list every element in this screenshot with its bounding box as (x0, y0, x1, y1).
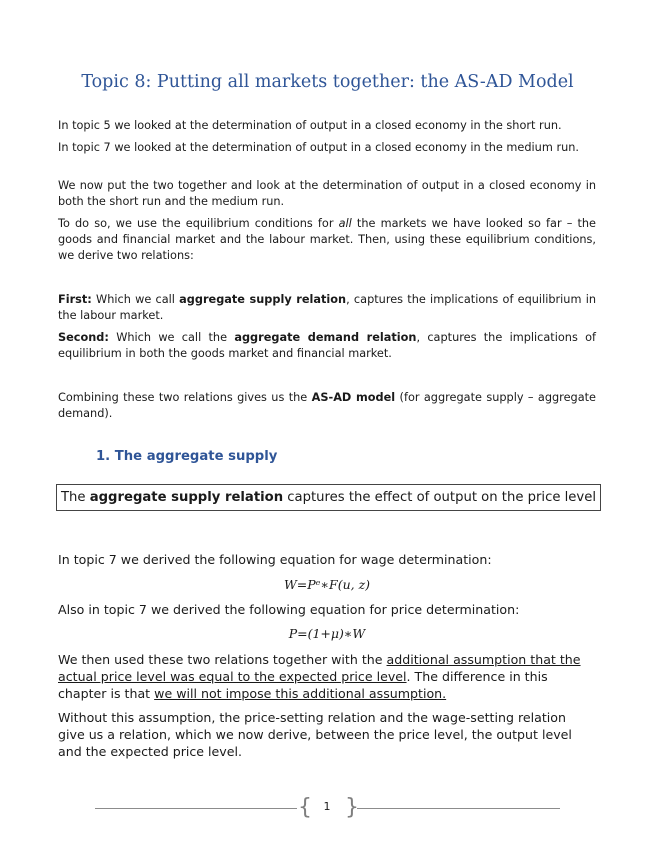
box-pre: The (60, 490, 90, 505)
second-relation-paragraph (58, 330, 596, 362)
price-intro: Also in topic 7 we derived the following equation for price determination: (58, 602, 520, 617)
intro-paragraph-3: We now put the two together and look at the determination of output in a closed economy in both the short run and the medium run. (58, 179, 596, 208)
box-bold: aggregate supply relation (89, 490, 284, 505)
section-heading: 1. The aggregate supply (96, 449, 278, 464)
page-title: Topic 8: Putting all markets together: the AS-AD Model (81, 72, 574, 92)
footer-rule-right (357, 808, 560, 809)
assumption-paragraph (58, 651, 596, 702)
combining-post: (for aggregate supply – aggregate demand). (58, 391, 596, 420)
right-brace-icon: } (345, 795, 359, 820)
footer-rule-left (95, 808, 297, 809)
first-bold-term: aggregate supply relation (179, 293, 347, 306)
wage-intro: In topic 7 we derived the following equation for wage determination: (58, 552, 492, 567)
price-equation: P=(1+μ)∗W (288, 626, 366, 641)
second-post: , captures the implications of equilibrium in both the goods market and financial market. (58, 331, 597, 360)
combining-bold: AS-AD model (311, 391, 396, 404)
first-pre: Which we call (91, 293, 180, 306)
page-number: 1 (323, 800, 331, 813)
intro-p4-before: To do so, we use the equilibrium conditions for (58, 217, 339, 230)
first-relation-paragraph (58, 292, 596, 324)
final-paragraph: Without this assumption, the price-setting relation and the wage-setting relation give us a relation, which we now derive, between the price level, the output level and the expected price level. (58, 710, 572, 759)
definition-box (56, 484, 601, 511)
second-pre: Which we call the (108, 331, 235, 344)
assumption-underlined: additional assumption that the actual price level was equal to the expected price level (58, 652, 581, 684)
first-post: , captures the implications of equilibrium in the labour market. (58, 293, 596, 322)
intro-paragraph-1: In topic 5 we looked at the determination of output in a closed economy in the short run. (58, 119, 562, 132)
assumption-pre: We then used these two relations together with the (58, 652, 387, 667)
first-label: First: (58, 293, 92, 306)
second-bold-term: aggregate demand relation (234, 331, 417, 344)
intro-paragraph-2: In topic 7 we looked at the determination of output in a closed economy in the medium run. (58, 141, 579, 154)
intro-p4-italic: all (338, 217, 352, 230)
second-label: Second: (58, 331, 109, 344)
box-post: captures the effect of output on the price level (283, 490, 597, 505)
intro-paragraph-4 (58, 216, 596, 264)
wage-equation: W=Pᵉ∗F(u, z) (283, 577, 371, 592)
combining-paragraph (58, 390, 596, 422)
left-brace-icon: { (298, 795, 312, 820)
assumption-mid: . The difference in this chapter is that (58, 669, 548, 701)
intro-p4-after: the markets we have looked so far – the goods and financial market and the labour market. Then, using these equilibrium conditions, we derive two relations: (58, 217, 597, 262)
combining-pre: Combining these two relations gives us the (58, 391, 312, 404)
assumption-underlined-2: we will not impose this additional assumption. (154, 686, 447, 701)
